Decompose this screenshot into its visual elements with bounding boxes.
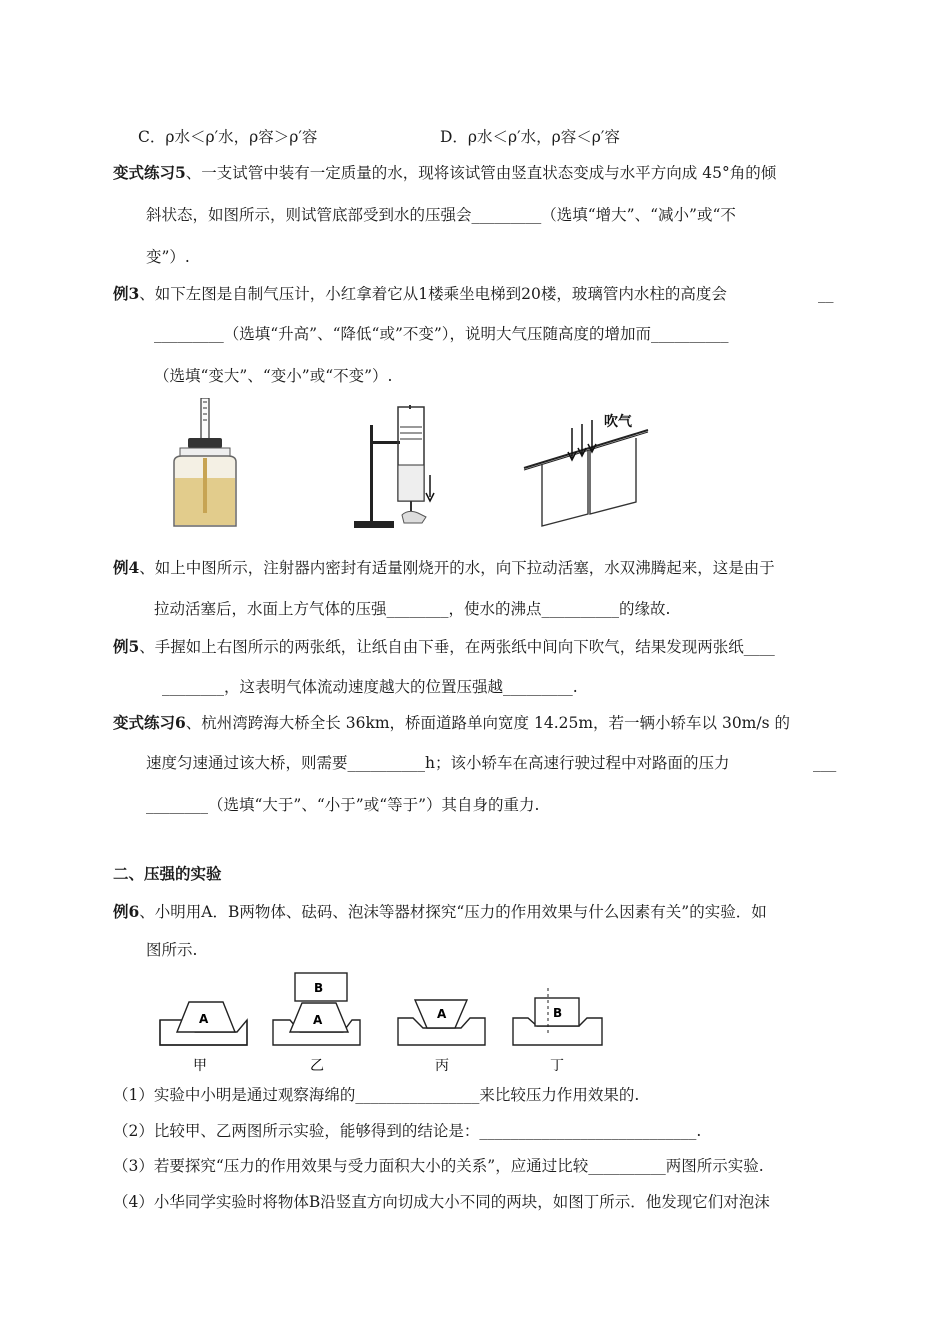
question-2: （2）比较甲、乙两图所示实验，能够得到的结论是：____________________________. (113, 1122, 702, 1140)
block-b-ding: B (553, 1006, 563, 1020)
example-6-label: 例6 (113, 902, 140, 921)
question-4: （4）小华同学实验时将物体B沿竖直方向切成大小不同的两块，如图丁所示．他发现它们对泡沫 (113, 1193, 770, 1211)
caption-bing: 丙 (435, 1058, 449, 1074)
example-6-line1 (113, 902, 767, 922)
panel-bing (398, 1000, 485, 1074)
variant-5-line1 (113, 163, 776, 183)
variant-5-line2: 斜状态，如图所示，则试管底部受到水的压强会_________（选填“增大”、“减小”或“不 (146, 206, 736, 224)
example-3-line2: _________（选填“升高”、“降低“或”不变”），说明大气压随高度的增加而__________ (154, 325, 729, 343)
variant-6-text1: 、杭州湾跨海大桥全长 36km，桥面道路单向宽度 14.25m，若一辆小轿车以 30m/s 的 (185, 714, 790, 732)
question-1: （1）实验中小明是通过观察海绵的________________来比较压力作用效果的. (113, 1086, 640, 1104)
panel-yi (273, 973, 360, 1074)
panel-jia (160, 1002, 247, 1074)
example-4-line2: 拉动活塞后，水面上方气体的压强________，使水的沸点__________的缘故. (154, 600, 671, 618)
option-c: C．ρ水＜ρ′水，ρ容＞ρ′容 (138, 128, 318, 146)
syringe-figure (352, 405, 442, 530)
caption-jia: 甲 (193, 1058, 207, 1074)
variant-6-line3: ________（选填“大于”、“小于”或“等于”）其自身的重力. (146, 796, 540, 814)
section-2-heading: 二、压强的实验 (113, 864, 222, 883)
variant-6-blank-tail: ___ (813, 754, 837, 772)
example-5-text1: 、手握如上右图所示的两张纸，让纸自由下垂，在两张纸中间向下吹气，结果发现两张纸____ (139, 638, 775, 656)
block-a-jia: A (199, 1012, 209, 1026)
example-3-text1: 、如下左图是自制气压计，小红拿着它从1楼乘坐电梯到20楼，玻璃管内水柱的高度会 (139, 285, 727, 303)
example-3-label: 例3 (113, 284, 140, 303)
example-4-line1 (113, 558, 775, 578)
variant-5-line3: 变”）. (146, 248, 190, 266)
example-5-line1 (113, 637, 775, 657)
variant-6-label: 变式练习6 (113, 713, 186, 732)
blow-label: 吹气 (604, 414, 632, 430)
question-3: （3）若要探究“压力的作用效果与受力面积大小的关系”，应通过比较__________两图所示实验. (113, 1157, 764, 1175)
variant-6-line1 (113, 713, 790, 733)
variant-5-text1: 、一支试管中装有一定质量的水，现将该试管由竖直状态变成与水平方向成 45°角的倾 (185, 164, 777, 182)
paper-blow-figure (520, 410, 660, 528)
block-a-bing: A (437, 1007, 447, 1021)
option-d: D．ρ水＜ρ′水，ρ容＜ρ′容 (440, 128, 620, 146)
block-a-yi: A (313, 1013, 323, 1027)
panel-ding (513, 988, 602, 1074)
example-5-line2: ________，这表明气体流动速度越大的位置压强越_________. (162, 678, 578, 696)
example-4-label: 例4 (113, 558, 140, 577)
variant-6-line2: 速度匀速通过该大桥，则需要__________h；该小轿车在高速行驶过程中对路面的压力 (146, 754, 730, 772)
example-3-blank-tail: __ (818, 285, 834, 303)
barometer-figure (170, 398, 240, 530)
example-3-line3: （选填“变大”、“变小”或“不变”）. (154, 367, 393, 385)
example-4-text1: 、如上中图所示，注射器内密封有适量刚烧开的水，向下拉动活塞，水双沸腾起来，这是由于 (139, 559, 775, 577)
example-5-label: 例5 (113, 637, 140, 656)
caption-ding: 丁 (550, 1058, 564, 1074)
example-6-text1: 、小明用A．B两物体、砝码、泡沫等器材探究“压力的作用效果与什么因素有关”的实验．如 (139, 903, 767, 921)
variant-5-label: 变式练习5 (113, 163, 186, 182)
example-6-line2: 图所示. (146, 941, 198, 959)
sponge-experiment-figure (155, 970, 615, 1078)
caption-yi: 乙 (310, 1058, 324, 1074)
example-3-line1 (113, 284, 727, 304)
block-b-yi: B (314, 981, 324, 995)
